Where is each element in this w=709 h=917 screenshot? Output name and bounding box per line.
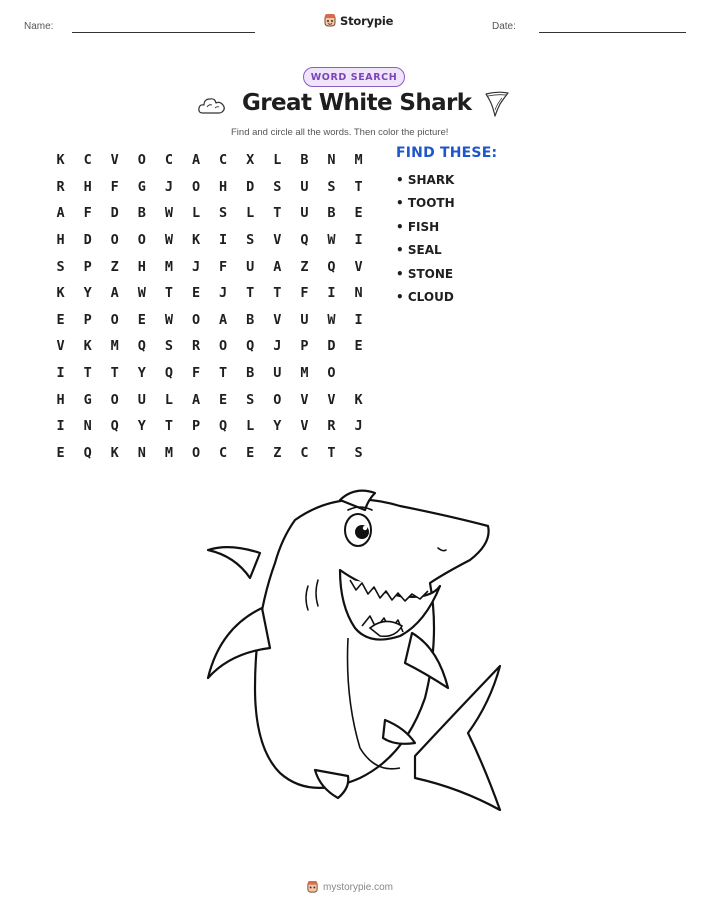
grid-letter[interactable]: L <box>246 418 255 435</box>
grid-letter[interactable]: V <box>300 418 309 435</box>
grid-letter[interactable]: A <box>110 285 119 302</box>
cloud-icon <box>197 94 227 116</box>
grid-letter[interactable]: M <box>110 338 119 355</box>
grid-letter[interactable]: E <box>354 205 363 222</box>
grid-letter[interactable]: Q <box>83 444 92 461</box>
grid-letter[interactable]: V <box>273 232 282 249</box>
date-label: Date: <box>492 21 516 32</box>
grid-letter[interactable]: P <box>83 258 92 275</box>
grid-letter[interactable]: K <box>110 444 119 461</box>
grid-letter[interactable]: E <box>191 285 201 302</box>
page-title: Great White Shark <box>242 90 472 116</box>
grid-letter[interactable]: V <box>327 391 336 408</box>
storypie-mascot-icon <box>306 880 319 894</box>
grid-letter[interactable]: W <box>137 285 146 302</box>
grid-letter[interactable]: D <box>110 205 119 222</box>
grid-letter[interactable]: Y <box>137 418 146 435</box>
grid-letter[interactable]: Z <box>273 444 282 461</box>
grid-letter[interactable]: K <box>83 338 92 355</box>
grid-letter[interactable]: G <box>83 391 92 408</box>
grid-letter[interactable]: I <box>327 285 336 302</box>
name-label: Name: <box>24 21 54 32</box>
grid-letter[interactable]: M <box>354 152 363 169</box>
grid-letter[interactable]: S <box>164 338 173 355</box>
grid-letter[interactable]: M <box>164 258 173 275</box>
grid-letter[interactable]: L <box>273 152 282 169</box>
grid-letter[interactable]: T <box>354 178 363 195</box>
grid-letter[interactable]: K <box>191 232 201 249</box>
grid-letter[interactable]: H <box>219 178 228 195</box>
grid-letter[interactable]: H <box>56 232 65 249</box>
grid-letter[interactable]: Q <box>300 232 309 249</box>
grid-letter[interactable]: X <box>246 152 255 169</box>
grid-letter[interactable]: N <box>354 285 363 302</box>
grid-letter[interactable]: U <box>273 365 282 382</box>
shark-coloring-illustration[interactable] <box>200 488 510 818</box>
grid-letter[interactable]: J <box>273 338 282 355</box>
grid-letter[interactable]: W <box>327 232 336 249</box>
grid-letter[interactable]: F <box>110 178 119 195</box>
instructions: Find and circle all the words. Then color the picture! <box>231 127 449 138</box>
storypie-mascot-icon <box>323 13 337 28</box>
word-item: • SHARK <box>396 173 455 187</box>
grid-letter[interactable]: B <box>137 205 146 222</box>
grid-letter[interactable]: S <box>354 444 363 461</box>
grid-letter[interactable]: K <box>56 152 65 169</box>
date-line[interactable] <box>539 32 686 33</box>
grid-letter[interactable]: R <box>191 338 201 355</box>
grid-letter[interactable]: Y <box>83 285 92 302</box>
brand-name: Storypie <box>340 13 394 28</box>
word-item: • TOOTH <box>396 196 455 211</box>
grid-letter[interactable]: E <box>56 311 65 328</box>
word-search-badge: WORD SEARCH <box>303 67 405 87</box>
grid-letter[interactable]: V <box>300 391 309 408</box>
grid-letter[interactable]: S <box>246 391 255 408</box>
grid-letter[interactable]: N <box>83 418 92 435</box>
grid-letter[interactable]: A <box>191 152 201 169</box>
grid-letter[interactable]: T <box>219 365 228 382</box>
grid-letter[interactable]: N <box>137 444 146 461</box>
grid-letter[interactable]: W <box>164 232 173 249</box>
grid-letter[interactable]: T <box>83 365 92 382</box>
grid-letter[interactable]: J <box>191 258 201 275</box>
grid-letter[interactable]: I <box>219 232 228 249</box>
grid-letter[interactable]: O <box>327 365 336 382</box>
brand-logo <box>323 13 393 28</box>
grid-letter[interactable]: U <box>300 311 309 328</box>
grid-letter[interactable]: S <box>56 258 65 275</box>
grid-letter[interactable]: G <box>137 178 146 195</box>
grid-letter[interactable]: L <box>191 205 201 222</box>
grid-letter[interactable]: K <box>56 285 65 302</box>
grid-letter[interactable]: Z <box>110 258 119 275</box>
grid-letter[interactable]: J <box>164 178 173 195</box>
grid-letter[interactable]: B <box>246 365 255 382</box>
grid-letter[interactable]: C <box>219 152 228 169</box>
grid-letter[interactable]: Q <box>110 418 119 435</box>
grid-letter[interactable]: I <box>354 311 363 328</box>
grid-letter[interactable]: T <box>110 365 119 382</box>
grid-letter[interactable]: W <box>327 311 336 328</box>
grid-letter[interactable]: P <box>83 311 92 328</box>
grid-letter[interactable]: T <box>164 285 173 302</box>
grid-letter[interactable]: O <box>191 444 201 461</box>
grid-letter[interactable]: T <box>246 285 255 302</box>
grid-letter[interactable]: B <box>327 205 336 222</box>
grid-letter[interactable]: F <box>83 205 92 222</box>
grid-letter[interactable]: Q <box>219 418 228 435</box>
word-list <box>396 172 455 312</box>
grid-letter[interactable]: Y <box>273 418 282 435</box>
grid-letter[interactable]: E <box>137 311 146 328</box>
grid-letter[interactable]: O <box>137 152 146 169</box>
grid-letter[interactable]: A <box>219 311 228 328</box>
grid-letter[interactable]: S <box>219 205 228 222</box>
grid-letter[interactable]: C <box>83 152 92 169</box>
grid-letter[interactable]: L <box>164 391 173 408</box>
grid-letter[interactable]: S <box>273 178 282 195</box>
word-item: • CLOUD <box>396 289 454 304</box>
grid-letter[interactable]: O <box>219 338 228 355</box>
grid-letter[interactable]: T <box>164 418 173 435</box>
grid-letter[interactable]: J <box>219 285 228 302</box>
grid-letter[interactable]: H <box>83 178 92 195</box>
grid-letter[interactable]: Z <box>300 258 309 275</box>
grid-letter[interactable]: K <box>354 391 363 408</box>
grid-letter[interactable]: U <box>137 391 146 408</box>
grid-letter[interactable]: E <box>56 444 65 461</box>
grid-letter[interactable]: Q <box>327 258 336 275</box>
grid-letter[interactable]: Y <box>137 365 146 382</box>
grid-letter[interactable]: P <box>191 418 201 435</box>
grid-letter[interactable]: E <box>246 444 255 461</box>
grid-letter[interactable]: V <box>56 338 65 355</box>
grid-letter[interactable]: T <box>273 205 282 222</box>
grid-letter[interactable]: L <box>246 205 255 222</box>
grid-letter[interactable]: R <box>327 418 336 435</box>
grid-letter[interactable]: S <box>246 232 255 249</box>
word-item: • FISH <box>396 219 440 234</box>
grid-letter[interactable]: A <box>56 205 65 222</box>
grid-letter[interactable]: O <box>191 311 201 328</box>
grid-letter[interactable]: A <box>191 391 201 408</box>
grid-letter[interactable]: P <box>300 338 309 355</box>
grid-letter[interactable]: O <box>110 391 119 408</box>
grid-letter[interactable]: H <box>56 391 65 408</box>
word-item: • SEAL <box>396 243 442 258</box>
grid-letter[interactable]: T <box>273 285 282 302</box>
grid-letter[interactable]: M <box>300 365 309 382</box>
grid-letter[interactable]: A <box>273 258 282 275</box>
grid-letter[interactable]: F <box>300 285 309 302</box>
grid-letter[interactable]: N <box>327 152 336 169</box>
grid-letter[interactable]: F <box>219 258 228 275</box>
grid-letter[interactable]: D <box>327 338 336 355</box>
grid-letter[interactable]: I <box>354 232 363 249</box>
grid-letter[interactable]: B <box>246 311 255 328</box>
grid-letter[interactable]: U <box>300 178 309 195</box>
grid-letter[interactable]: W <box>164 311 173 328</box>
grid-letter[interactable]: M <box>164 444 173 461</box>
grid-letter[interactable]: T <box>327 444 336 461</box>
grid-letter[interactable]: O <box>110 311 119 328</box>
grid-letter[interactable]: O <box>137 232 146 249</box>
grid-letter[interactable]: O <box>191 178 201 195</box>
grid-letter[interactable]: I <box>56 418 65 435</box>
footer-url[interactable]: mystorypie.com <box>323 881 394 893</box>
grid-letter[interactable]: V <box>273 311 282 328</box>
grid-letter[interactable]: E <box>354 338 363 355</box>
name-line[interactable] <box>72 32 255 33</box>
word-item: • STONE <box>396 266 454 281</box>
shark-tooth-icon <box>484 90 510 118</box>
grid-letter[interactable]: E <box>219 391 228 408</box>
grid-letter[interactable]: U <box>300 205 309 222</box>
grid-letter[interactable]: Q <box>246 338 255 355</box>
grid-letter[interactable]: U <box>246 258 255 275</box>
grid-letter[interactable]: I <box>56 365 65 382</box>
grid-letter[interactable]: Q <box>164 365 173 382</box>
grid-letter[interactable]: S <box>327 178 336 195</box>
grid-letter[interactable]: O <box>110 232 119 249</box>
grid-letter[interactable]: C <box>164 152 173 169</box>
footer <box>306 880 393 894</box>
grid-letter[interactable]: C <box>300 444 309 461</box>
find-these-heading: FIND THESE: <box>396 145 498 161</box>
word-search-grid[interactable] <box>47 147 372 466</box>
grid-letter[interactable]: R <box>56 178 65 195</box>
grid-letter[interactable]: C <box>219 444 228 461</box>
grid-letter[interactable]: D <box>83 232 92 249</box>
grid-letter[interactable]: V <box>110 152 119 169</box>
grid-letter[interactable]: V <box>354 258 363 275</box>
grid-letter[interactable]: J <box>354 418 363 435</box>
grid-letter[interactable]: B <box>300 152 309 169</box>
grid-letter[interactable]: F <box>191 365 201 382</box>
grid-letter[interactable]: Q <box>137 338 146 355</box>
grid-letter[interactable]: W <box>164 205 173 222</box>
grid-letter[interactable]: D <box>246 178 255 195</box>
grid-letter[interactable]: H <box>137 258 146 275</box>
grid-letter[interactable]: O <box>273 391 282 408</box>
